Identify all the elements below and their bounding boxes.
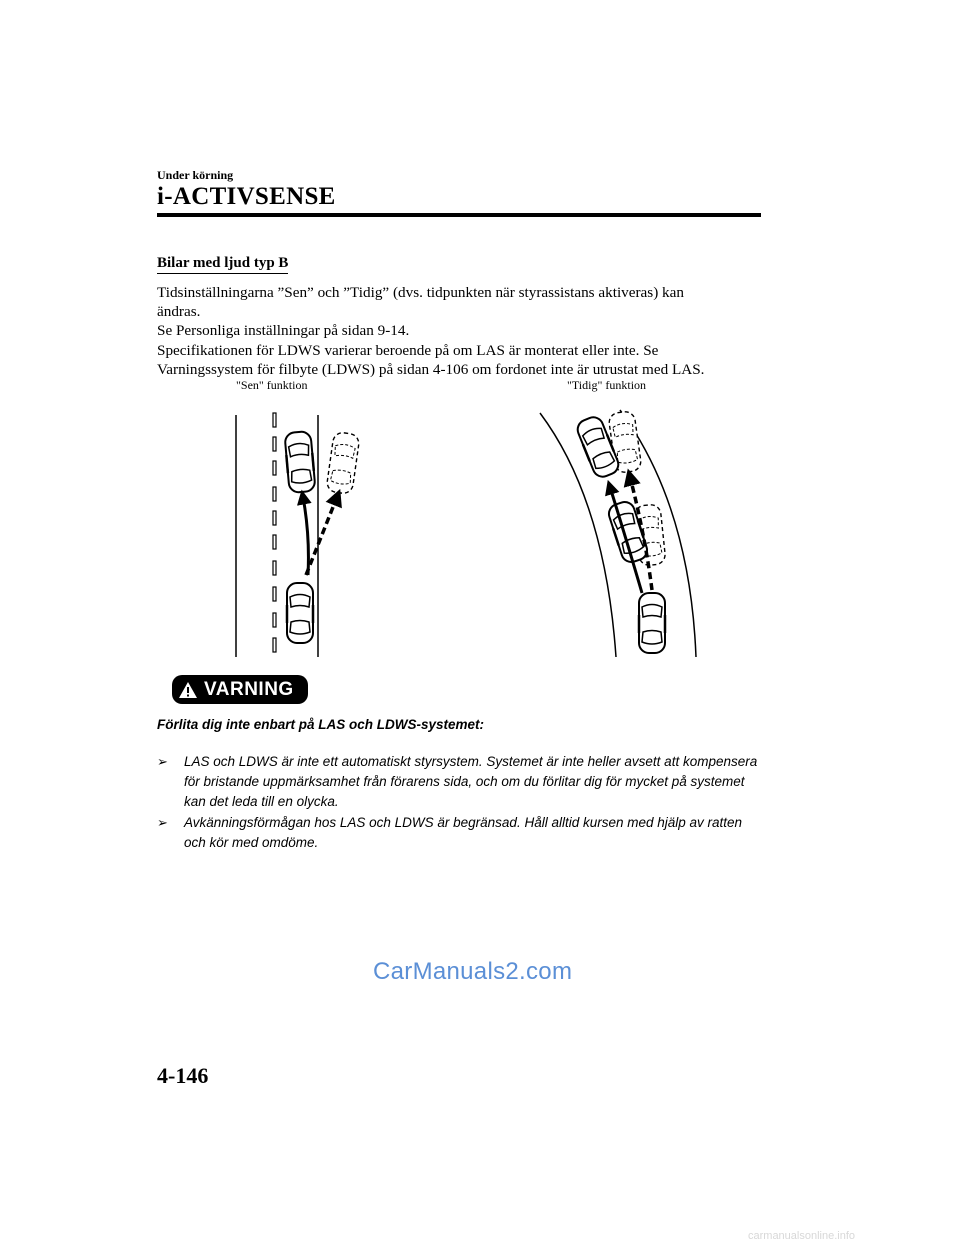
body-paragraph xyxy=(157,283,767,379)
body-line: Se Personliga inställningar på sidan 9-14. xyxy=(157,322,410,340)
figure-caption-late: "Sen" funktion xyxy=(236,378,308,392)
body-line: Tidsinställningarna ”Sen” och ”Tidig” (dvs. tidpunkten när styrassistans aktiveras) kan xyxy=(157,284,684,301)
section-label: Under körning xyxy=(157,168,234,182)
footer-watermark[interactable]: carmanualsonline.info xyxy=(748,1230,856,1242)
warning-badge xyxy=(172,675,308,704)
warning-label: VARNING xyxy=(204,678,294,700)
bullet-text: LAS och LDWS är inte ett automatiskt styrsystem. Systemet är inte heller avsett att kompensera för bristande uppmärksamhet från förarens sida, och om du förlitar dig för mycket på systemet kan det leda till en olycka. xyxy=(184,754,758,809)
body-line: Specifikationen för LDWS varierar beroende på om LAS är monterat eller inte. Se xyxy=(157,341,659,359)
chapter-title: i-ACTIVSENSE xyxy=(157,183,336,210)
page-number: 4-146 xyxy=(157,1063,209,1088)
list-item xyxy=(157,752,767,812)
subheading: Bilar med ljud typ B xyxy=(157,255,288,274)
arrow-bullet-icon: ➢ xyxy=(157,754,168,769)
figure-caption-early: "Tidig" funktion xyxy=(567,378,647,392)
body-line: Varningssystem för filbyte (LDWS) på sidan 4-106 om fordonet inte är utrustat med LAS. xyxy=(157,360,705,378)
bullet-text: Avkänningsförmågan hos LAS och LDWS är begränsad. Håll alltid kursen med hjälp av ratten och kör med omdöme. xyxy=(184,815,743,850)
lane-assist-figure xyxy=(200,395,740,665)
watermark-link[interactable]: CarManuals2.com xyxy=(373,958,573,985)
warning-heading: Förlita dig inte enbart på LAS och LDWS-systemet: xyxy=(157,717,485,732)
warning-triangle-icon xyxy=(178,681,198,699)
warning-bullet-list xyxy=(157,752,767,854)
list-item xyxy=(157,813,767,853)
header-rule xyxy=(157,213,761,217)
body-line: ändras. xyxy=(157,303,201,321)
arrow-bullet-icon: ➢ xyxy=(157,815,168,830)
